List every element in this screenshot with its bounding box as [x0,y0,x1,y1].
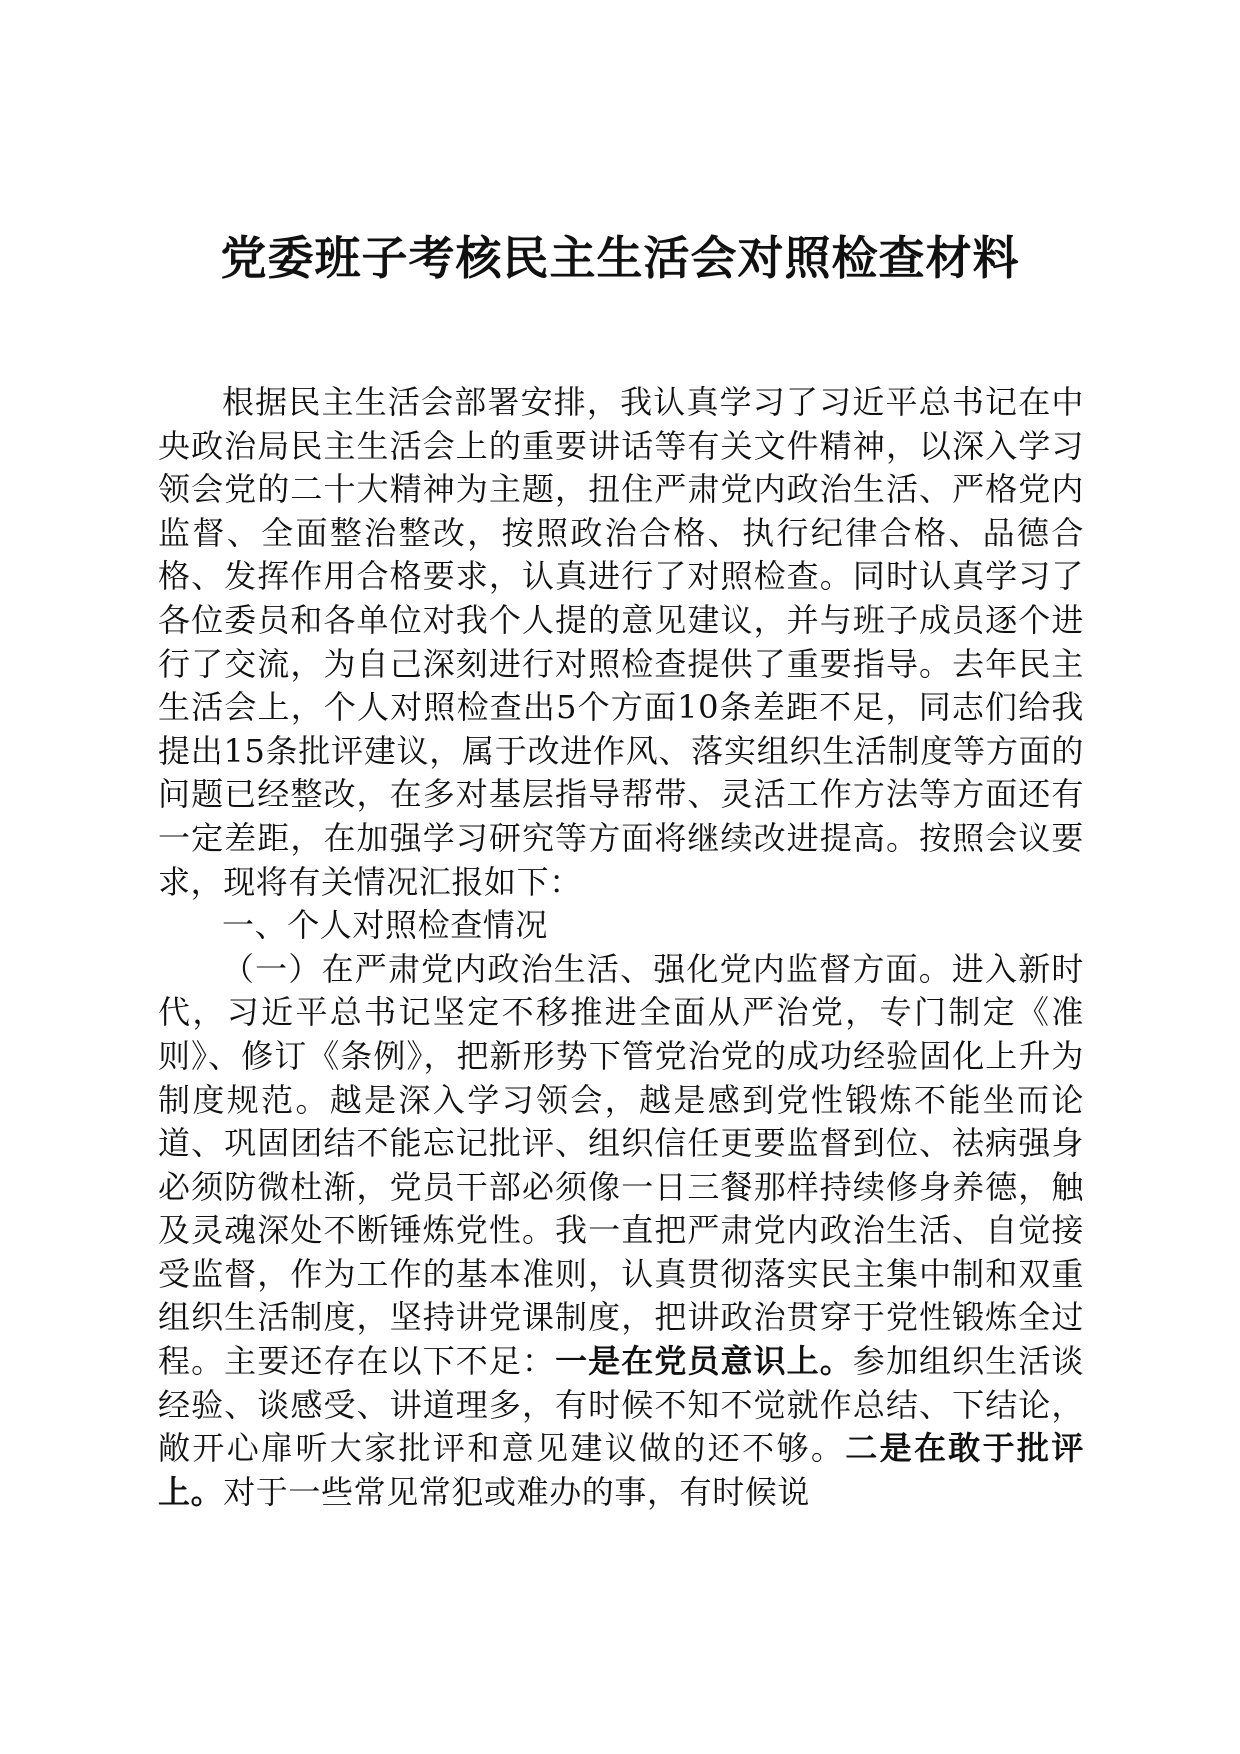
point-2-heading: 二是在敢于批评上。 [158,1429,1084,1511]
document-title: 党委班子考核民主生活会对照检查材料 [220,231,1020,285]
point-1-heading: 一是在党员意识上。 [555,1342,853,1381]
subsection-heading-political-life: （一）在严肃党内政治生活、强化党内监督方面。 [222,949,952,988]
subsection-text: 进入新时代，习近平总书记坚定不移推进全面从严治党，专门制定《准则》、修订《条例》，把新形势下管党治党的成功经验固化上升为制度规范。越是深入学习领会，越是感到党性锻炼不能坐而论道、巩固团结不能忘记批评、组织信任更要监督到位、祛病强身必须防微杜渐，党员干部必须像一日三餐那样持续修身养德，触及灵魂深处不断锤炼党性。我一直把严肃党内政治生活、自觉接受监督，作为工作的基本准则，认真贯彻落实民主集中制和双重组织生活制度，坚持讲党课制度，把讲政治贯穿于党性锻炼全过程。主要还存在以下不足： [158,949,1085,1381]
point-2-text: 对于一些常见常犯或难办的事，有时候说 [223,1472,811,1511]
section-heading-personal-review: 一、个人对照检查情况 [222,906,549,945]
subsection-paragraph [158,948,1084,1515]
point-1-text: 参加组织生活谈经验、谈感受、讲道理多，有时候不知不觉就作总结、下结论，敞开心扉听大家批评和意见建议做的还不够。 [158,1342,1084,1468]
document-body [158,381,1084,1514]
intro-paragraph: 根据民主生活会部署安排，我认真学习了习近平总书记在中央政治局民主生活会上的重要讲话等有关文件精神，以深入学习领会党的二十大精神为主题，扭住严肃党内政治生活、严格党内监督、全面整治整改，按照政治合格、执行纪律合格、品德合格、发挥作用合格要求，认真进行了对照检查。同时认真学习了各位委员和各单位对我个人提的意见建议，并与班子成员逐个进行了交流，为自己深刻进行对照检查提供了重要指导。去年民主生活会上，个人对照检查出5个方面10条差距不足，同志们给我提出15条批评建议，属于改进作风、落实组织生活制度等方面的问题已经整改，在多对基层指导帮带、灵活工作方法等方面还有一定差距，在加强学习研究等方面将继续改进提高。按照会议要求，现将有关情况汇报如下： [158,383,1084,901]
